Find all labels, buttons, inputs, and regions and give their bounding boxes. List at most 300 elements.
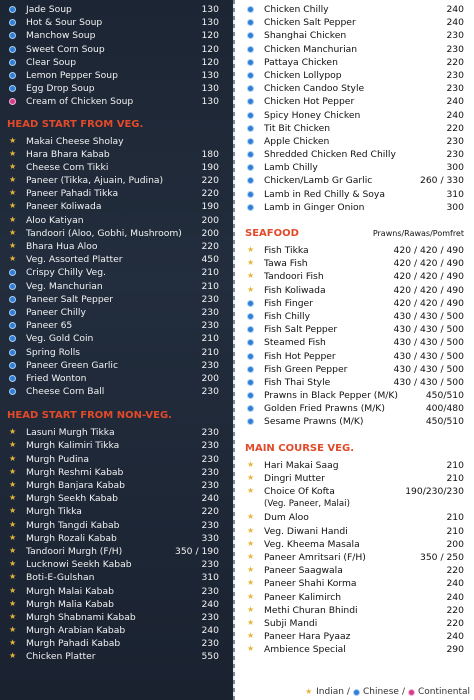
star-icon: ★ bbox=[9, 611, 17, 621]
menu-item bbox=[235, 630, 474, 643]
menu-item bbox=[0, 624, 235, 637]
menu-item bbox=[235, 336, 474, 349]
menu-item-name: Jade Soup bbox=[26, 4, 72, 15]
menu-item-name: Murgh Pudina bbox=[26, 453, 89, 465]
menu-item bbox=[235, 82, 474, 95]
menu-item-name: Paneer Pahadi Tikka bbox=[26, 188, 119, 200]
blue-dot-icon bbox=[247, 392, 254, 399]
blue-dot-icon bbox=[247, 138, 254, 145]
menu-item-name: Prawns in Black Pepper (M/K) bbox=[264, 390, 398, 402]
star-icon: ★ bbox=[247, 604, 255, 614]
menu-item bbox=[235, 498, 474, 511]
menu-item-price: 230 bbox=[201, 480, 219, 491]
menu-item bbox=[235, 643, 474, 656]
menu-item-name: Murgh Reshmi Kabab bbox=[26, 466, 124, 478]
menu-item-name: Chicken Candoo Style bbox=[264, 83, 365, 95]
menu-item-name: Paneer Green Garlic bbox=[26, 359, 119, 371]
veg-starters-list bbox=[0, 135, 235, 399]
menu-item-name: Veg. Gold Coin bbox=[26, 333, 94, 345]
menu-item-price: 190/230/230 bbox=[405, 486, 464, 497]
menu-item-price: 240 bbox=[446, 631, 464, 643]
menu-item-price: 210 bbox=[201, 280, 219, 292]
menu-item-name: Murgh Tikka bbox=[26, 506, 82, 518]
star-icon: ★ bbox=[247, 591, 255, 601]
menu-item-name: Fried Wonton bbox=[26, 372, 87, 384]
menu-item-price: 230 bbox=[446, 69, 464, 81]
menu-item-price: 230 bbox=[446, 149, 464, 161]
menu-item bbox=[235, 511, 474, 524]
star-icon: ★ bbox=[247, 578, 255, 588]
left-menu-page bbox=[0, 0, 235, 700]
star-icon: ★ bbox=[9, 440, 17, 450]
menu-item-name: Hara Bhara Kabab bbox=[26, 148, 110, 160]
menu-item-name: Paneer Amritsari (F/H) bbox=[264, 551, 366, 563]
blue-dot-icon bbox=[9, 349, 16, 356]
legend bbox=[305, 687, 470, 697]
menu-item bbox=[0, 453, 235, 466]
menu-item-name: Dingri Mutter bbox=[264, 472, 325, 484]
star-icon: ★ bbox=[247, 565, 255, 575]
menu-item-price: 230 bbox=[201, 585, 219, 597]
star-icon: ★ bbox=[247, 512, 255, 522]
blue-dot-icon bbox=[247, 326, 254, 333]
menu-item-price: 430 / 430 / 500 bbox=[393, 363, 464, 375]
legend-chinese: Chinese bbox=[362, 687, 399, 697]
star-icon: ★ bbox=[9, 241, 17, 250]
menu-item-name: Lamb in Ginger Onion bbox=[264, 201, 365, 213]
menu-item-price: 230 bbox=[201, 453, 219, 465]
menu-item-name: Lucknowi Seekh Kabab bbox=[26, 559, 132, 571]
menu-item-price: 240 bbox=[446, 4, 464, 15]
menu-item bbox=[0, 306, 235, 319]
menu-item bbox=[0, 280, 235, 293]
menu-item bbox=[235, 16, 474, 29]
blue-dot-icon bbox=[247, 125, 254, 132]
menu-item bbox=[0, 545, 235, 558]
menu-item-price: 120 bbox=[201, 56, 219, 68]
menu-item-name: (Veg. Paneer, Malai) bbox=[264, 499, 350, 510]
blue-dot-icon bbox=[247, 32, 254, 39]
menu-item-price: 220 bbox=[201, 188, 219, 200]
menu-item bbox=[235, 591, 474, 604]
menu-item bbox=[0, 558, 235, 571]
star-icon: ★ bbox=[247, 271, 255, 281]
menu-item-price: 180 bbox=[201, 148, 219, 160]
menu-item bbox=[0, 187, 235, 200]
menu-item-name: Tawa Fish bbox=[264, 258, 308, 270]
star-icon: ★ bbox=[247, 472, 255, 482]
menu-item-price: 220 bbox=[201, 175, 219, 187]
menu-item-name: Lemon Pepper Soup bbox=[26, 69, 118, 81]
menu-item-name: Lamb Chilly bbox=[264, 162, 318, 174]
menu-item bbox=[0, 332, 235, 345]
menu-item bbox=[0, 82, 235, 95]
star-icon: ★ bbox=[247, 631, 255, 641]
menu-item-price: 230 bbox=[201, 427, 219, 439]
menu-item-name: Fish Hot Pepper bbox=[264, 350, 336, 362]
menu-item-name: Chicken Lollypop bbox=[264, 69, 342, 81]
blue-dot-icon bbox=[9, 46, 16, 53]
menu-item-price: 230 bbox=[201, 440, 219, 452]
menu-item-name: Fish Chilly bbox=[264, 310, 311, 322]
menu-item-price: 300 bbox=[446, 201, 464, 213]
menu-item-name: Chicken Hot Pepper bbox=[264, 96, 355, 108]
menu-item-name: Spring Rolls bbox=[26, 346, 81, 358]
menu-item-name: Murgh Malai Kabab bbox=[26, 585, 114, 597]
soup-list bbox=[0, 3, 235, 109]
menu-item-name: Lamb in Red Chilly & Soya bbox=[264, 188, 385, 200]
menu-item bbox=[235, 376, 474, 389]
legend-separator: / bbox=[401, 687, 405, 697]
menu-item-name: Boti-E-Gulshan bbox=[26, 572, 95, 584]
menu-item bbox=[0, 598, 235, 611]
menu-item-name: Paneer Hara Pyaaz bbox=[264, 631, 351, 643]
legend-continental: Continental bbox=[417, 687, 470, 697]
menu-item-name: Tandoori (Aloo, Gobhi, Mushroom) bbox=[26, 227, 182, 239]
menu-item bbox=[235, 56, 474, 69]
menu-item bbox=[0, 95, 235, 108]
menu-item-name: Fish Salt Pepper bbox=[264, 324, 338, 336]
menu-item-name: Murgh Banjara Kabab bbox=[26, 480, 125, 491]
menu-item bbox=[235, 201, 474, 214]
pink-dot-icon bbox=[408, 689, 415, 696]
menu-item-price: 450/510 bbox=[425, 416, 464, 428]
section-heading-veg-starters: HEAD START FROM VEG. bbox=[7, 118, 144, 130]
star-icon: ★ bbox=[247, 644, 255, 654]
menu-item-name: Shredded Chicken Red Chilly bbox=[264, 149, 396, 161]
menu-item-price: 400/480 bbox=[425, 403, 464, 415]
menu-item-price: 430 / 430 / 500 bbox=[393, 324, 464, 336]
menu-item-name: Paneer Kalimirch bbox=[264, 591, 342, 603]
menu-item bbox=[235, 148, 474, 161]
menu-item-price: 130 bbox=[201, 83, 219, 95]
pink-dot-icon bbox=[9, 98, 16, 105]
menu-item bbox=[0, 29, 235, 42]
blue-dot-icon bbox=[247, 204, 254, 211]
blue-dot-icon bbox=[247, 353, 254, 360]
menu-item-price: 240 bbox=[446, 109, 464, 121]
menu-item bbox=[235, 472, 474, 485]
menu-item-price: 220 bbox=[446, 617, 464, 629]
menu-item-price: 310 bbox=[446, 188, 464, 200]
menu-item bbox=[235, 415, 474, 428]
menu-item bbox=[235, 270, 474, 283]
menu-item bbox=[0, 56, 235, 69]
menu-item-price: 220 bbox=[446, 604, 464, 616]
menu-item-price: 230 bbox=[201, 611, 219, 623]
menu-item-name: Methi Churan Bhindi bbox=[264, 604, 358, 616]
section-heading-main-course-veg: MAIN COURSE VEG. bbox=[245, 442, 355, 454]
star-icon: ★ bbox=[9, 585, 17, 595]
menu-item bbox=[0, 571, 235, 584]
menu-item bbox=[235, 135, 474, 148]
star-icon: ★ bbox=[9, 175, 17, 185]
star-icon: ★ bbox=[305, 687, 313, 696]
menu-item bbox=[0, 372, 235, 385]
menu-item bbox=[0, 426, 235, 439]
blue-dot-icon bbox=[9, 375, 16, 382]
star-icon: ★ bbox=[9, 453, 17, 463]
star-icon: ★ bbox=[247, 486, 255, 495]
menu-item bbox=[235, 122, 474, 135]
menu-item bbox=[0, 174, 235, 187]
blue-dot-icon bbox=[9, 59, 16, 66]
menu-item-name: Fish Green Pepper bbox=[264, 363, 348, 375]
menu-item-price: 200 bbox=[446, 538, 464, 550]
blue-dot-icon bbox=[247, 72, 254, 79]
menu-item-price: 230 bbox=[446, 135, 464, 147]
menu-item-price: 210 bbox=[446, 459, 464, 471]
blue-dot-icon bbox=[247, 151, 254, 158]
menu-item-name: Shanghai Chicken bbox=[264, 30, 347, 42]
menu-item-name: Apple Chicken bbox=[264, 135, 330, 147]
menu-item-price: 210 bbox=[446, 512, 464, 524]
blue-dot-icon bbox=[9, 362, 16, 369]
menu-item bbox=[0, 637, 235, 650]
menu-item bbox=[0, 359, 235, 372]
menu-item bbox=[235, 284, 474, 297]
menu-item bbox=[0, 69, 235, 82]
menu-item-name: Paneer 65 bbox=[26, 320, 73, 332]
menu-item-price: 230 bbox=[201, 638, 219, 650]
blue-dot-icon bbox=[247, 59, 254, 66]
menu-item-name: Murgh Arabian Kabab bbox=[26, 625, 126, 637]
star-icon: ★ bbox=[9, 480, 17, 489]
menu-item bbox=[0, 253, 235, 266]
menu-item-name: Murgh Shabnami Kabab bbox=[26, 611, 136, 623]
menu-item-price: 350 / 250 bbox=[419, 551, 464, 563]
menu-item-price: 190 bbox=[201, 201, 219, 213]
blue-dot-icon bbox=[9, 269, 16, 276]
menu-item-price: 220 bbox=[201, 506, 219, 518]
menu-item-name: Hari Makai Saag bbox=[264, 459, 339, 471]
blue-dot-icon bbox=[9, 296, 16, 303]
menu-item bbox=[0, 43, 235, 56]
menu-item-name: Pattaya Chicken bbox=[264, 56, 338, 68]
menu-item-name: Murgh Rozali Kabab bbox=[26, 532, 117, 544]
menu-item bbox=[0, 439, 235, 452]
menu-item bbox=[235, 485, 474, 498]
menu-item-name: Chicken Salt Pepper bbox=[264, 17, 356, 29]
blue-dot-icon bbox=[247, 366, 254, 373]
legend-indian: Indian bbox=[316, 687, 344, 697]
seafood-title: SEAFOOD bbox=[245, 228, 299, 239]
menu-item-price: 130 bbox=[201, 17, 219, 29]
menu-item bbox=[0, 266, 235, 279]
menu-item bbox=[235, 564, 474, 577]
menu-item-price: 200 bbox=[201, 227, 219, 239]
star-icon: ★ bbox=[247, 525, 255, 535]
section-heading-nonveg-starters: HEAD START FROM NON-VEG. bbox=[7, 410, 172, 422]
menu-item-price: 420 / 420 / 490 bbox=[393, 258, 464, 270]
star-icon: ★ bbox=[247, 617, 255, 627]
menu-item bbox=[235, 525, 474, 538]
menu-item-price: 240 bbox=[446, 17, 464, 29]
menu-item bbox=[235, 604, 474, 617]
menu-item-name: Spicy Honey Chicken bbox=[264, 109, 361, 121]
menu-item-price: 420 / 420 / 490 bbox=[393, 297, 464, 309]
menu-item bbox=[0, 161, 235, 174]
menu-item-name: Sesame Prawns (M/K) bbox=[264, 416, 364, 428]
blue-dot-icon bbox=[9, 85, 16, 92]
menu-item-name: Fish Thai Style bbox=[264, 376, 331, 388]
star-icon: ★ bbox=[9, 148, 17, 158]
blue-dot-icon bbox=[247, 19, 254, 26]
menu-item bbox=[0, 346, 235, 359]
menu-item-price: 200 bbox=[201, 372, 219, 384]
menu-item-name: Crispy Chilly Veg. bbox=[26, 267, 106, 279]
menu-item-price: 230 bbox=[446, 43, 464, 55]
menu-item bbox=[0, 650, 235, 663]
menu-item bbox=[235, 617, 474, 630]
menu-item-price: 300 bbox=[446, 162, 464, 174]
menu-item-name: Lasuni Murgh Tikka bbox=[26, 427, 115, 439]
menu-item-price: 210 bbox=[201, 267, 219, 279]
star-icon: ★ bbox=[9, 466, 17, 476]
menu-item bbox=[235, 459, 474, 472]
menu-item-name: Murgh Kalimiri Tikka bbox=[26, 440, 120, 452]
blue-dot-icon bbox=[247, 418, 254, 425]
menu-item-price: 120 bbox=[201, 30, 219, 42]
menu-item bbox=[0, 385, 235, 398]
star-icon: ★ bbox=[9, 227, 17, 237]
menu-item-name: Hot & Sour Soup bbox=[26, 17, 103, 29]
star-icon: ★ bbox=[247, 258, 255, 268]
menu-item-name: Sweet Corn Soup bbox=[26, 43, 105, 55]
menu-item-price: 190 bbox=[201, 161, 219, 173]
menu-item-price: 240 bbox=[201, 493, 219, 505]
blue-dot-icon bbox=[247, 405, 254, 412]
menu-item-name: Murgh Tangdi Kabab bbox=[26, 519, 120, 531]
menu-item-name: Chicken/Lamb Gr Garlic bbox=[264, 175, 373, 187]
menu-item-price: 230 bbox=[446, 30, 464, 42]
menu-item bbox=[235, 297, 474, 310]
menu-item-name: Fish Tikka bbox=[264, 245, 309, 256]
menu-item-price: 430 / 430 / 500 bbox=[393, 350, 464, 362]
star-icon: ★ bbox=[9, 254, 17, 264]
blue-dot-icon bbox=[9, 19, 16, 26]
section-heading-seafood bbox=[235, 224, 474, 244]
blue-dot-icon bbox=[353, 689, 360, 696]
menu-item-price: 210 bbox=[446, 525, 464, 537]
menu-item-name: Paneer Shahi Korma bbox=[264, 578, 357, 590]
menu-item bbox=[0, 214, 235, 227]
menu-item-name: Tandoori Murgh (F/H) bbox=[26, 545, 123, 557]
menu-item bbox=[235, 402, 474, 415]
menu-item bbox=[235, 257, 474, 270]
menu-item-name: Fish Koliwada bbox=[264, 284, 326, 296]
menu-item-price: 130 bbox=[201, 69, 219, 81]
menu-item bbox=[235, 310, 474, 323]
blue-dot-icon bbox=[247, 6, 254, 13]
menu-item bbox=[0, 479, 235, 492]
menu-item-name: Murgh Pahadi Kabab bbox=[26, 638, 121, 650]
menu-item-name: Cheese Corn Ball bbox=[26, 386, 105, 398]
menu-item-name: Chicken Manchurian bbox=[264, 43, 358, 55]
menu-item bbox=[235, 95, 474, 108]
menu-item-name: Tandoori Fish bbox=[264, 271, 324, 283]
blue-dot-icon bbox=[247, 300, 254, 307]
menu-item-name: Cream of Chicken Soup bbox=[26, 96, 134, 108]
menu-item-name: Paneer Salt Pepper bbox=[26, 293, 114, 305]
menu-item bbox=[0, 16, 235, 29]
blue-dot-icon bbox=[247, 164, 254, 171]
menu-item-name: Ambience Special bbox=[264, 644, 346, 656]
menu-item bbox=[0, 227, 235, 240]
menu-item-price: 240 bbox=[201, 625, 219, 637]
blue-dot-icon bbox=[247, 339, 254, 346]
menu-item-price: 450/510 bbox=[425, 390, 464, 402]
menu-item-price: 240 bbox=[446, 578, 464, 590]
nonveg-starters-list bbox=[0, 426, 235, 663]
menu-item-price: 230 bbox=[201, 306, 219, 318]
menu-item bbox=[235, 389, 474, 402]
menu-item bbox=[235, 3, 474, 16]
menu-item-price: 430 / 430 / 500 bbox=[393, 376, 464, 388]
menu-item bbox=[235, 174, 474, 187]
blue-dot-icon bbox=[247, 177, 254, 184]
blue-dot-icon bbox=[9, 6, 16, 13]
menu-item bbox=[0, 466, 235, 479]
menu-item-name: Aloo Katiyan bbox=[26, 214, 84, 226]
menu-item-price: 420 / 420 / 490 bbox=[393, 284, 464, 296]
menu-item-price: 220 bbox=[446, 565, 464, 577]
menu-item-price: 310 bbox=[201, 572, 219, 584]
menu-item-price: 220 bbox=[446, 122, 464, 134]
menu-item bbox=[0, 585, 235, 598]
star-icon: ★ bbox=[247, 245, 255, 254]
blue-dot-icon bbox=[247, 112, 254, 119]
star-icon: ★ bbox=[247, 284, 255, 294]
menu-item-name: Cheese Corn Tikki bbox=[26, 161, 109, 173]
menu-item bbox=[0, 519, 235, 532]
menu-item bbox=[235, 43, 474, 56]
blue-dot-icon bbox=[247, 85, 254, 92]
menu-item-name: Subji Mandi bbox=[264, 617, 318, 629]
blue-dot-icon bbox=[247, 191, 254, 198]
menu-item bbox=[235, 577, 474, 590]
menu-item-price: 240 bbox=[201, 598, 219, 610]
star-icon: ★ bbox=[247, 551, 255, 561]
star-icon: ★ bbox=[9, 506, 17, 516]
menu-item-price: 420 / 420 / 490 bbox=[393, 271, 464, 283]
menu-item-price: 210 bbox=[446, 472, 464, 484]
menu-item-name: Murgh Malia Kabab bbox=[26, 598, 114, 610]
menu-item-price: 230 bbox=[201, 386, 219, 398]
menu-item bbox=[0, 200, 235, 213]
star-icon: ★ bbox=[9, 135, 17, 145]
star-icon: ★ bbox=[9, 214, 17, 224]
menu-item bbox=[0, 293, 235, 306]
menu-item-name: Steamed Fish bbox=[264, 337, 326, 349]
seafood-subtitle: Prawns/Rawas/Pomfret bbox=[372, 229, 464, 238]
star-icon: ★ bbox=[247, 538, 255, 548]
menu-item-price: 230 bbox=[201, 466, 219, 478]
menu-item-price: 220 bbox=[446, 56, 464, 68]
menu-item-name: Veg. Assorted Platter bbox=[26, 254, 123, 266]
chinese-chicken-list bbox=[235, 3, 474, 214]
menu-item-name: Egg Drop Soup bbox=[26, 83, 95, 95]
menu-item-name: Dum Aloo bbox=[264, 512, 309, 524]
menu-item-price: 120 bbox=[201, 43, 219, 55]
menu-item bbox=[235, 29, 474, 42]
legend-separator: / bbox=[346, 687, 350, 697]
menu-item-name: Choice Of Kofta bbox=[264, 486, 335, 497]
star-icon: ★ bbox=[9, 598, 17, 608]
main-course-veg-list bbox=[235, 459, 474, 657]
star-icon: ★ bbox=[9, 625, 17, 635]
menu-item bbox=[0, 135, 235, 148]
